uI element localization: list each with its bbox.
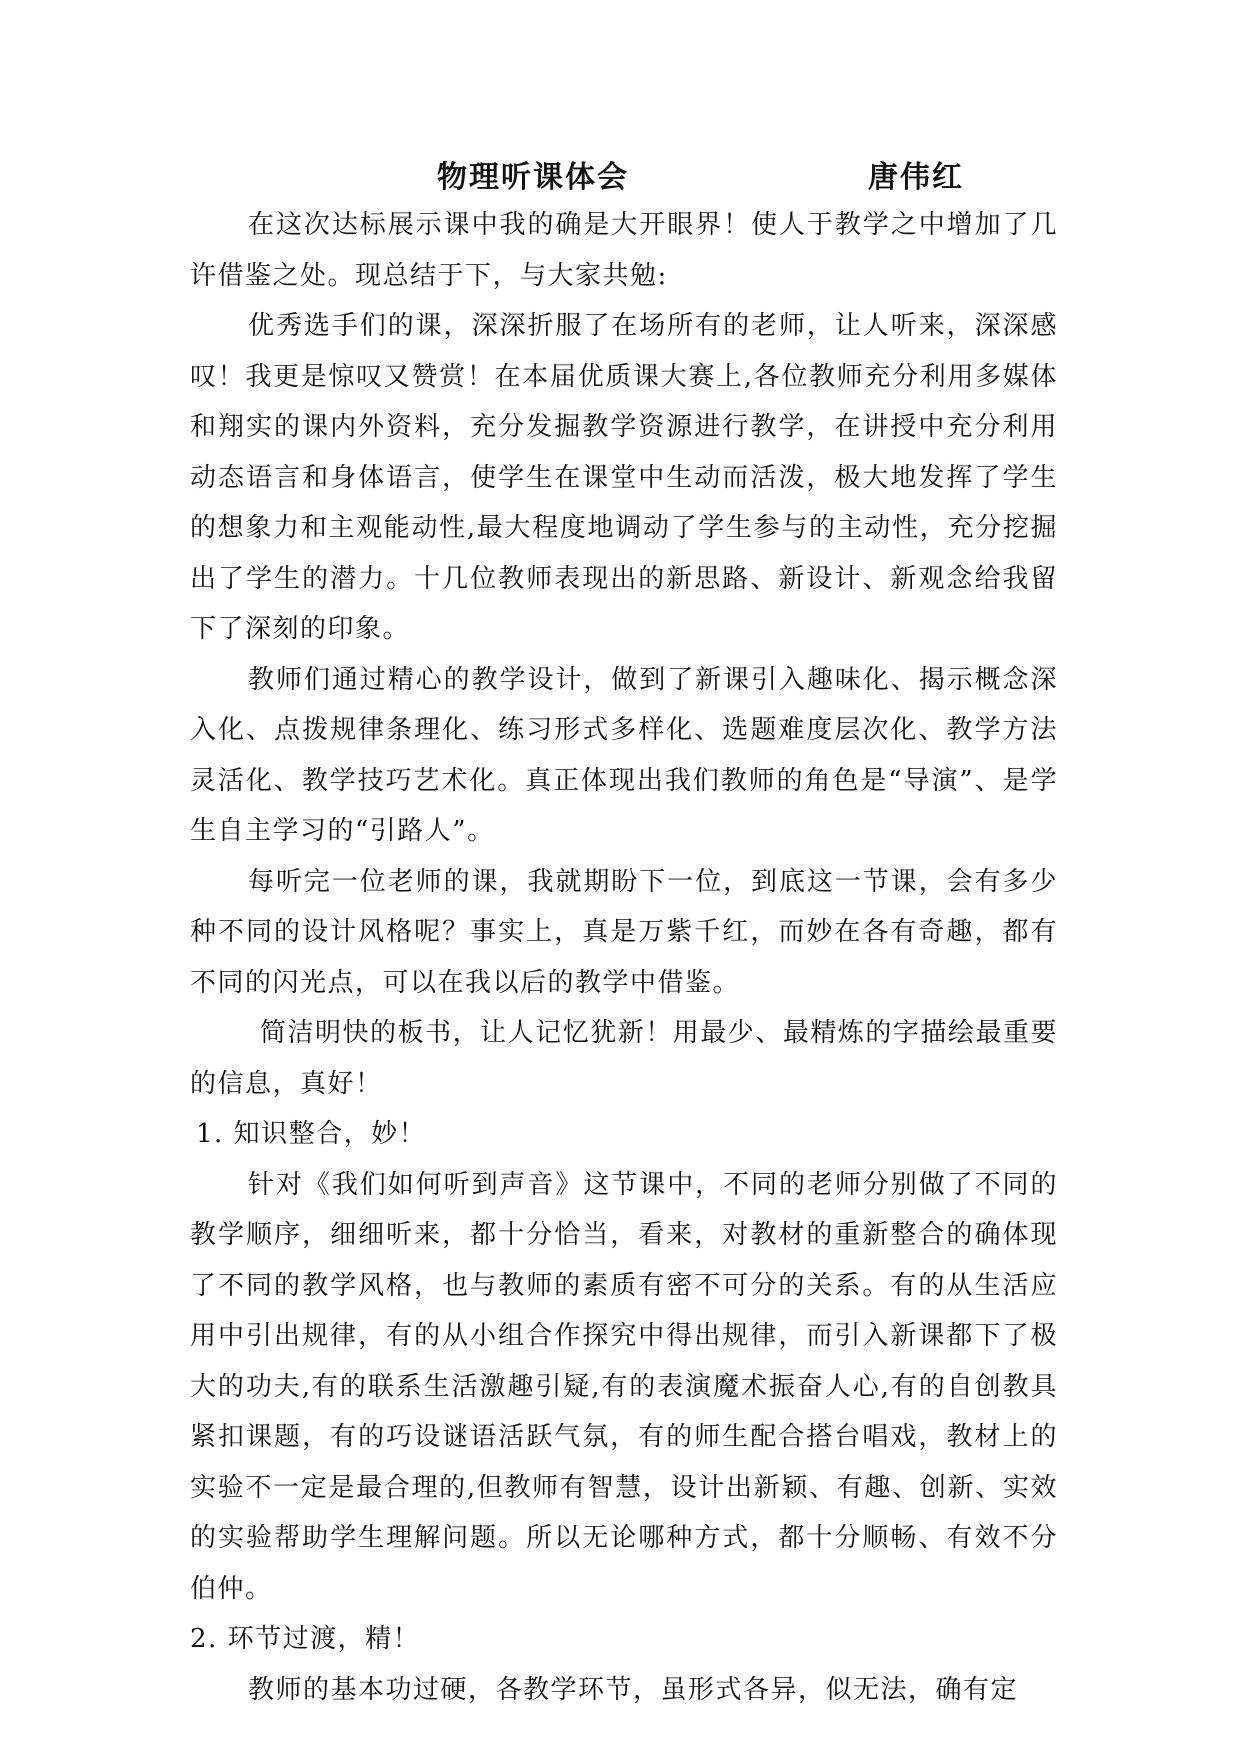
paragraph-transitions: 教师的基本功过硬，各教学环节，虽形式各异，似无法，确有定 bbox=[248, 1674, 1019, 1705]
author-name: 唐伟红 bbox=[868, 160, 964, 195]
document-body bbox=[190, 200, 1058, 1715]
paragraph-knowledge-integration: 针对《我们如何听到声音》这节课中，不同的老师分别做了不同的教学顺序，细细听来，都十分恰当，看来，对教材的重新整合的确体现了不同的教学风格，也与教师的素质有密不可分的关系。有的从生活应用中引出规律，有的从小组合作探究中得出规律，而引入新课都下了极大的功夫,有的联系生活激趣引疑,有的表演魔术振奋人心,有的自创教具紧扣课题，有的巧设谜语活跃气氛，有的师生配合搭台唱戏，教材上的实验不一定是最合理的,但教师有智慧，设计出新颖、有趣、创新、实效的实验帮助学生理解问题。所以无论哪种方式，都十分顺畅、有效不分伯仲。 bbox=[190, 1169, 1058, 1604]
paragraph-intro: 在这次达标展示课中我的确是大开眼界！使人于教学之中增加了几许借鉴之处。现总结于下，与大家共勉: bbox=[190, 210, 1058, 291]
paragraph-expectation: 每听完一位老师的课，我就期盼下一位，到底这一节课，会有多少种不同的设计风格呢？事实上，真是万紫千红，而妙在各有奇趣，都有不同的闪光点，可以在我以后的教学中借鉴。 bbox=[190, 866, 1058, 998]
list-item-transitions: 2. 环节过渡，精！ bbox=[190, 1624, 421, 1654]
title-row bbox=[0, 152, 1241, 202]
paragraph-outstanding-lessons: 优秀选手们的课，深深折服了在场所有的老师，让人听来，深深感叹！我更是惊叹又赞赏！在本届优质课大赛上,各位教师充分利用多媒体和翔实的课内外资料，充分发掘教学资源进行教学，在讲授中充分利用动态语言和身体语言，使学生在课堂中生动而活泼，极大地发挥了学生的想象力和主观能动性,最大程度地调动了学生参与的主动性，充分挖掘出了学生的潜力。十几位教师表现出的新思路、新设计、新观念给我留下了深刻的印象。 bbox=[190, 311, 1058, 644]
list-item-knowledge-integration: 1. 知识整合，妙！ bbox=[196, 1119, 427, 1149]
paragraph-blackboard: 简洁明快的板书，让人记忆犹新！用最少、最精炼的字描绘最重要的信息，真好！ bbox=[190, 1018, 1058, 1099]
document-title: 物理听课体会 bbox=[437, 160, 629, 195]
paragraph-teaching-design: 教师们通过精心的教学设计，做到了新课引入趣味化、揭示概念深入化、点拨规律条理化、练习形式多样化、选题难度层次化、教学方法灵活化、教学技巧艺术化。真正体现出我们教师的角色是“导演”、是学生自主学习的“引路人”。 bbox=[190, 664, 1058, 846]
